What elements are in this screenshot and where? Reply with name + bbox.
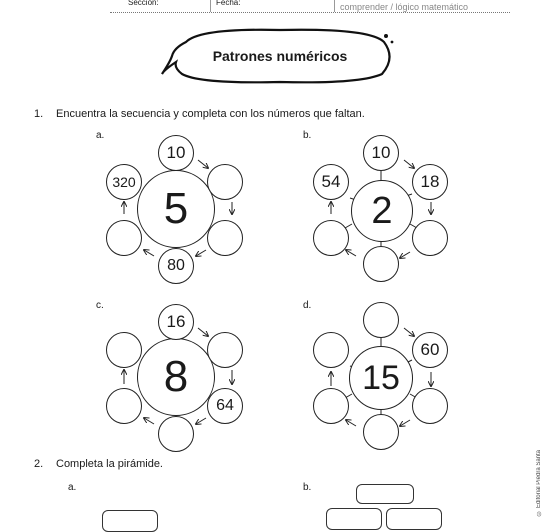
puzzle-b-bottom-blank[interactable]	[363, 246, 399, 282]
puzzle-a-lower-left-blank[interactable]	[106, 220, 142, 256]
puzzle-a-center: 5	[137, 170, 215, 248]
publisher-credit: © Editorial Piedra Santa	[536, 450, 542, 516]
puzzle-a-top: 10	[158, 135, 194, 171]
section-label: Sección:	[128, 0, 159, 7]
pyramid-b-box[interactable]	[326, 508, 382, 530]
page-title: Patrones numéricos	[212, 48, 348, 64]
puzzle-d-lower-right-blank[interactable]	[412, 388, 448, 424]
question-number: 1.	[34, 108, 44, 120]
puzzle-c-lower-right: 64	[207, 388, 243, 424]
pyramid-b-letter: b.	[303, 482, 312, 493]
pyramid-a-top-box[interactable]	[102, 510, 158, 532]
puzzle-b-top: 10	[363, 135, 399, 171]
puzzle-a-letter: a.	[96, 130, 105, 141]
puzzle-b-center: 2	[351, 180, 413, 242]
puzzle-c-top: 16	[158, 304, 194, 340]
puzzle-d-lower-left-blank[interactable]	[313, 388, 349, 424]
question-number: 2.	[34, 458, 44, 470]
puzzle-c-lower-left-blank[interactable]	[106, 388, 142, 424]
question-text: Encuentra la secuencia y completa con los números que faltan.	[56, 108, 365, 120]
puzzle-a-bottom: 80	[158, 248, 194, 284]
puzzle-d-top-blank[interactable]	[363, 302, 399, 338]
puzzle-c-bottom-blank[interactable]	[158, 416, 194, 452]
puzzle-b-upper-left: 54	[313, 164, 349, 200]
puzzle-a-upper-left: 320	[106, 164, 142, 200]
pyramid-a-letter: a.	[68, 482, 77, 493]
pyramid-b-box[interactable]	[386, 508, 442, 530]
puzzle-a-lower-right-blank[interactable]	[207, 220, 243, 256]
skill-text: comprender / lógico matemático	[340, 2, 469, 12]
puzzle-c-upper-left-blank[interactable]	[106, 332, 142, 368]
puzzle-d-letter: d.	[303, 300, 312, 311]
puzzle-a-upper-right-blank[interactable]	[207, 164, 243, 200]
puzzle-d-center: 15	[349, 346, 413, 410]
puzzle-d-bottom-blank[interactable]	[363, 414, 399, 450]
puzzle-b-letter: b.	[303, 130, 312, 141]
pyramid-b-top-box[interactable]	[356, 484, 414, 504]
puzzle-b-upper-right: 18	[412, 164, 448, 200]
puzzle-d-upper-right: 60	[412, 332, 448, 368]
puzzle-d-upper-left-blank[interactable]	[313, 332, 349, 368]
puzzle-c-center: 8	[137, 338, 215, 416]
puzzle-b-lower-right-blank[interactable]	[412, 220, 448, 256]
puzzle-b-lower-left-blank[interactable]	[313, 220, 349, 256]
date-label: Fecha:	[216, 0, 241, 7]
question-text: Completa la pirámide.	[56, 458, 163, 470]
puzzle-c-upper-right-blank[interactable]	[207, 332, 243, 368]
puzzle-c-letter: c.	[96, 300, 104, 311]
